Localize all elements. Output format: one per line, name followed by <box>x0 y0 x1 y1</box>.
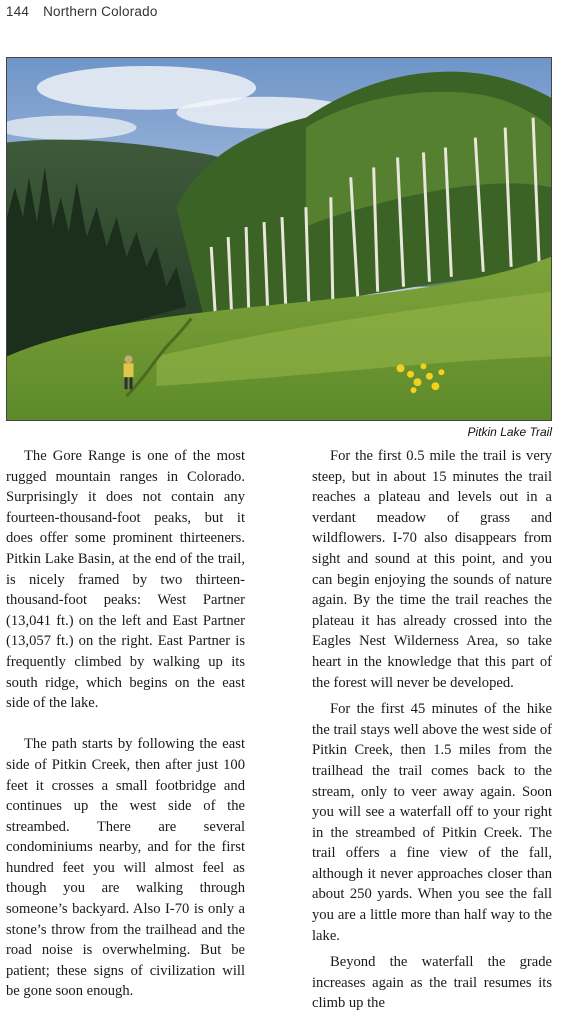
page-number: 144 <box>6 4 30 19</box>
left-column <box>6 446 245 1002</box>
section-title: Northern Colorado <box>43 4 158 19</box>
right-column <box>312 446 552 1014</box>
paragraph: Beyond the waterfall the grade increases again as the trail resumes its climb up the <box>312 954 552 1012</box>
photo-caption: Pitkin Lake Trail <box>467 425 552 439</box>
paragraph: For the first 45 minutes of the hike the trail stays well above the west side of Pitkin Creek, then 1.5 miles from the trailhead the trail comes back to the stream, only to veer away again. Soon you will see a waterfall off to your right in the streambed of Pitkin Creek. The trail offers a fine view of the fall, although it never approaches closer than about 250 yards. When you see the fall you are a little more than half way to the lake. <box>312 701 552 944</box>
running-header <box>6 4 158 19</box>
paragraph: The Gore Range is one of the most rugged mountain ranges in Colorado. Surprisingly it does not contain any fourteen-thousand-foot peaks, but it does offer some prominent thirteeners. Pitkin Lake Basin, at the end of the trail, is nicely framed by two thirteen-thousand-foot peaks: West Partner (13,041 ft.) on the left and East Partner (13,057 ft.) on the right. East Partner is frequently climbed by walking up its south ridge, which begins on the east side of the lake. <box>6 448 245 712</box>
landscape-illustration <box>7 58 551 420</box>
paragraph: The path starts by following the east side of Pitkin Creek, then after just 100 feet it crosses a small footbridge and continues up the west side of the streambed. There are several condominiums nearby, and for the first hundred feet you will almost feel as though you are walking through someone’s backyard. Also I-70 is only a stone’s throw from the trailhead and the road noise is overwhelming. But be patient; these signs of civilization will be gone soon enough. <box>6 736 245 1000</box>
trail-photo <box>6 57 552 421</box>
paragraph: For the first 0.5 mile the trail is very steep, but in about 15 minutes the trail reaches a plateau and levels out in a verdant meadow of grass and wildflowers. I-70 also disappears from sight and sound at this point, and you can begin enjoying the sounds of nature again. By the time the trail reaches the plateau it has already crossed into the Eagles Nest Wilderness Area, so take heart in the knowledge that this part of the forest will never be developed. <box>312 448 552 691</box>
